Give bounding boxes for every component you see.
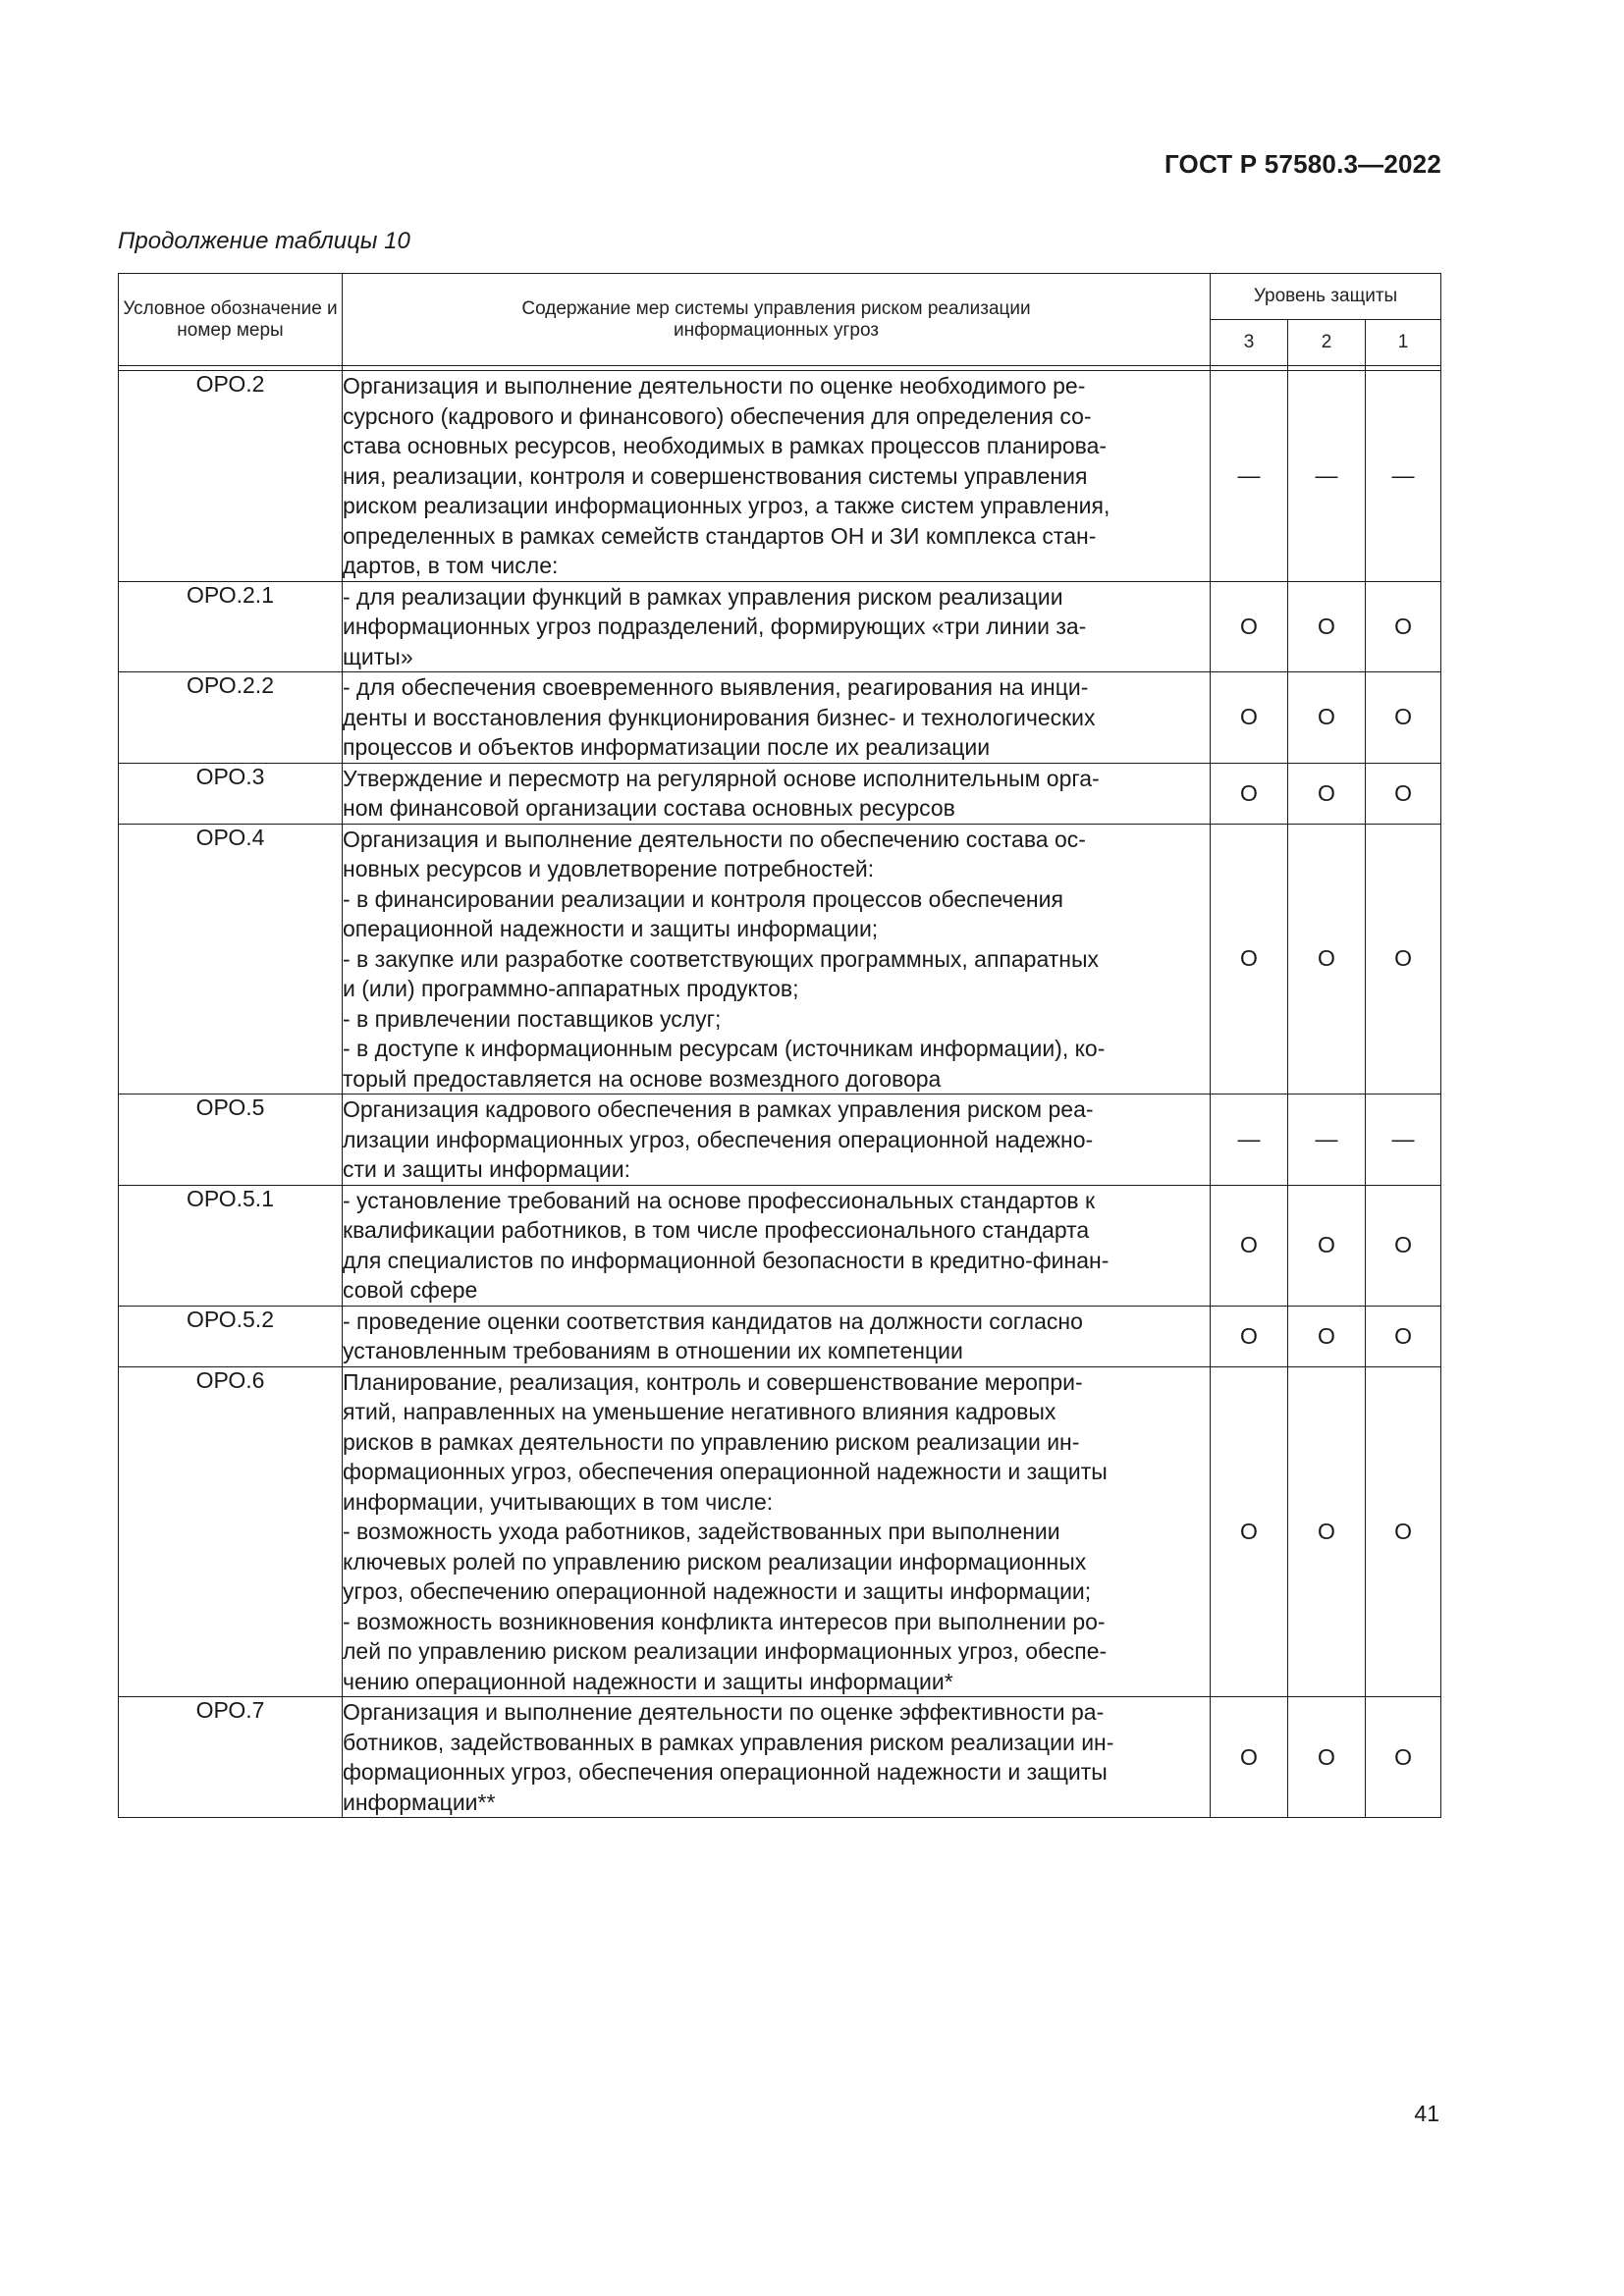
- level-3-value: О: [1211, 824, 1288, 1095]
- level-1-value: О: [1366, 763, 1441, 824]
- level-1-value: О: [1366, 1185, 1441, 1306]
- measure-content: - для обеспечения своевременного выявления, реагирования на инци- денты и восстановления функционирования бизнес- и технологических процессов и объектов информатизации после их реализации: [343, 672, 1211, 764]
- level-1-value: —: [1366, 1095, 1441, 1186]
- level-2-value: —: [1288, 371, 1366, 582]
- level-1-value: О: [1366, 581, 1441, 672]
- column-header-protection-level: Уровень защиты: [1211, 274, 1441, 320]
- table-row: [119, 371, 1441, 582]
- table-row: [119, 824, 1441, 1095]
- level-2-value: О: [1288, 1366, 1366, 1697]
- measure-content: Утверждение и пересмотр на регулярной основе исполнительным орга- ном финансовой организации состава основных ресурсов: [343, 763, 1211, 824]
- level-1-value: О: [1366, 1306, 1441, 1366]
- level-2-value: О: [1288, 1306, 1366, 1366]
- level-3-value: О: [1211, 1697, 1288, 1818]
- column-header-content: Содержание мер системы управления риском реализации информационных угроз: [343, 274, 1211, 366]
- level-2-value: О: [1288, 1697, 1366, 1818]
- column-header-level-3: 3: [1211, 320, 1288, 366]
- table-row: [119, 672, 1441, 764]
- measure-content: - для реализации функций в рамках управления риском реализации информационных угроз подразделений, формирующих «три линии за- щиты»: [343, 581, 1211, 672]
- table-body: [119, 371, 1441, 1818]
- measure-code: ОРО.6: [119, 1366, 343, 1697]
- level-3-value: О: [1211, 1306, 1288, 1366]
- level-2-value: О: [1288, 824, 1366, 1095]
- page-number: 41: [1414, 2101, 1439, 2126]
- measure-content: Планирование, реализация, контроль и совершенствование меропри- ятий, направленных на уменьшение негативного влияния кадровых рисков в рамках деятельности по управлению риском реализации ин- формационных угроз, обеспечения операционной надежности и защиты информации, учитывающих в том числе: - возможность ухода работников, задействованных при выполнении ключевых ролей по управлению риском реализации информационных угроз, обеспечению операционной надежности и защиты информации; - возможность возникновения конфликта интересов при выполнении ро- лей по управлению риском реализации информационных угроз, обеспе- чению операционной надежности и защиты информации*: [343, 1366, 1211, 1697]
- table-row: [119, 1095, 1441, 1186]
- table-row: [119, 1185, 1441, 1306]
- table-row: [119, 1306, 1441, 1366]
- level-1-value: О: [1366, 1697, 1441, 1818]
- level-2-value: О: [1288, 672, 1366, 764]
- level-3-value: —: [1211, 371, 1288, 582]
- measure-content: Организация и выполнение деятельности по обеспечению состава ос- новных ресурсов и удовлетворение потребностей: - в финансировании реализации и контроля процессов обеспечения операционной надежности и защиты информации; - в закупке или разработке соответствующих программных, аппаратных и (или) программно-аппаратных продуктов; - в привлечении поставщиков услуг; - в доступе к информационным ресурсам (источникам информации), ко- торый предоставляется на основе возмездного договора: [343, 824, 1211, 1095]
- level-3-value: О: [1211, 763, 1288, 824]
- level-3-value: О: [1211, 672, 1288, 764]
- column-header-code: Условное обозначение и номер меры: [119, 274, 343, 366]
- measure-code: ОРО.7: [119, 1697, 343, 1818]
- measure-code: ОРО.4: [119, 824, 343, 1095]
- level-1-value: О: [1366, 1366, 1441, 1697]
- table-row: [119, 581, 1441, 672]
- level-1-value: —: [1366, 371, 1441, 582]
- level-1-value: О: [1366, 824, 1441, 1095]
- measure-code: ОРО.5.1: [119, 1185, 343, 1306]
- table-caption: Продолжение таблицы 10: [118, 228, 410, 254]
- measure-content: Организация и выполнение деятельности по оценке необходимого ре- сурсного (кадрового и финансового) обеспечения для определения со- става основных ресурсов, необходимых в рамках процессов планирова- ния, реализации, контроля и совершенствования системы управления риском реализации информационных угроз, а также систем управления, определенных в рамках семейств стандартов ОН и ЗИ комплекса стан- дартов, в том числе:: [343, 371, 1211, 582]
- level-3-value: О: [1211, 581, 1288, 672]
- column-header-level-2: 2: [1288, 320, 1366, 366]
- measure-code: ОРО.2.2: [119, 672, 343, 764]
- measure-code: ОРО.3: [119, 763, 343, 824]
- level-3-value: О: [1211, 1185, 1288, 1306]
- level-1-value: О: [1366, 672, 1441, 764]
- measure-content: - проведение оценки соответствия кандидатов на должности согласно установленным требованиям в отношении их компетенции: [343, 1306, 1211, 1366]
- level-3-value: О: [1211, 1366, 1288, 1697]
- measure-code: ОРО.5: [119, 1095, 343, 1186]
- table-row: [119, 763, 1441, 824]
- level-3-value: —: [1211, 1095, 1288, 1186]
- level-2-value: —: [1288, 1095, 1366, 1186]
- level-2-value: О: [1288, 1185, 1366, 1306]
- table-row: [119, 1366, 1441, 1697]
- document-code: ГОСТ Р 57580.3—2022: [1164, 149, 1441, 179]
- column-header-level-1: 1: [1366, 320, 1441, 366]
- measure-code: ОРО.2: [119, 371, 343, 582]
- measure-content: Организация и выполнение деятельности по оценке эффективности ра- ботников, задействованных в рамках управления риском реализации ин- формационных угроз, обеспечения операционной надежности и защиты информации**: [343, 1697, 1211, 1818]
- measure-content: - установление требований на основе профессиональных стандартов к квалификации работников, в том числе профессионального стандарта для специалистов по информационной безопасности в кредитно-финан- совой сфере: [343, 1185, 1211, 1306]
- level-2-value: О: [1288, 763, 1366, 824]
- level-2-value: О: [1288, 581, 1366, 672]
- table-row: [119, 1697, 1441, 1818]
- measures-table: [118, 273, 1441, 1818]
- measure-content: Организация кадрового обеспечения в рамках управления риском реа- лизации информационных угроз, обеспечения операционной надежно- сти и защиты информации:: [343, 1095, 1211, 1186]
- measure-code: ОРО.5.2: [119, 1306, 343, 1366]
- measure-code: ОРО.2.1: [119, 581, 343, 672]
